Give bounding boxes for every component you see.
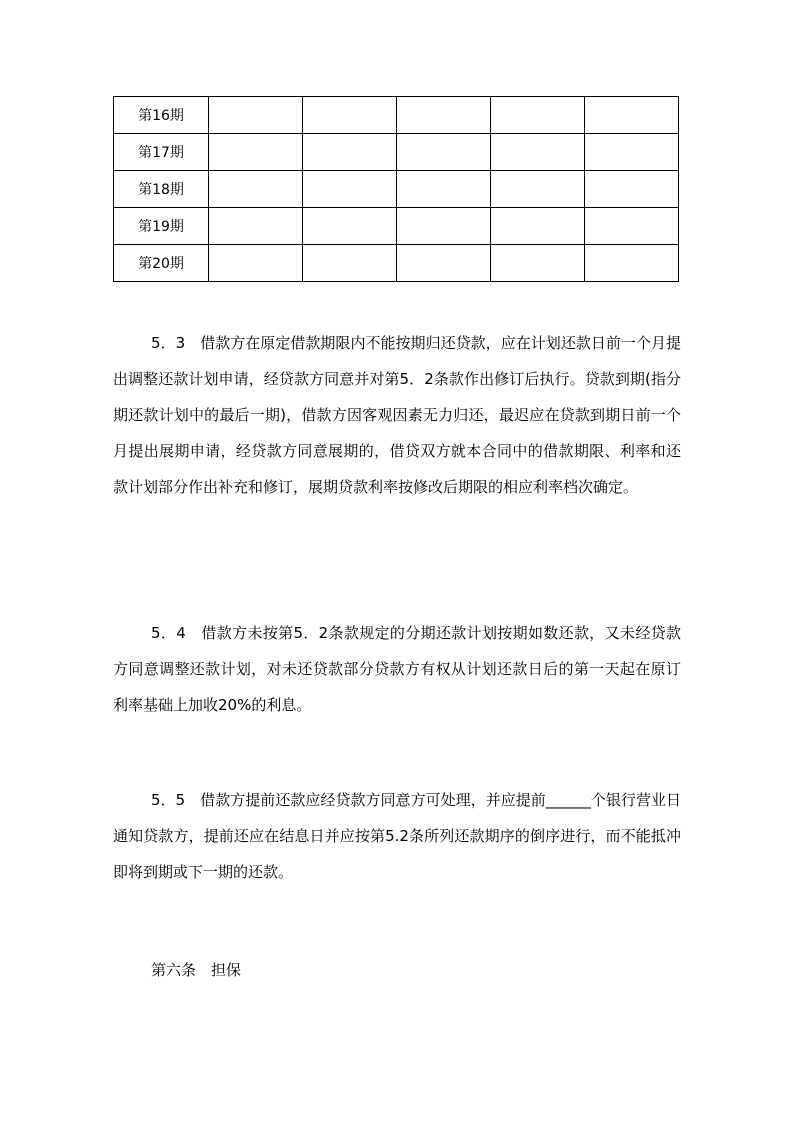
table-cell	[491, 171, 585, 208]
table-cell	[397, 171, 491, 208]
period-label: 第17期	[114, 134, 209, 171]
table-row	[114, 208, 679, 245]
table-row	[114, 134, 679, 171]
clause-5-3	[113, 325, 681, 505]
table-cell	[491, 134, 585, 171]
table-cell	[303, 97, 397, 134]
table-cell	[585, 97, 679, 134]
table-cell	[303, 134, 397, 171]
table-cell	[209, 134, 303, 171]
clause-5-4	[113, 615, 681, 723]
table-cell	[209, 171, 303, 208]
period-label: 第16期	[114, 97, 209, 134]
table-cell	[303, 208, 397, 245]
repayment-schedule-table	[113, 96, 679, 282]
table-cell	[209, 208, 303, 245]
table-row	[114, 171, 679, 208]
clause-5-5-text: 5．5 借款方提前还款应经贷款方同意方可处理，并应提前______个银行营业日通知贷款方，提前还应在结息日并应按第5.2条所列还款期序的倒序进行，而不能抵冲即将到期或下一期的还款。	[113, 791, 681, 881]
table-cell	[491, 245, 585, 282]
table-cell	[585, 171, 679, 208]
table-cell	[303, 171, 397, 208]
clause-5-3-text: 5．3 借款方在原定借款期限内不能按期归还贷款，应在计划还款日前一个月提出调整还款计划申请，经贷款方同意并对第5．2条款作出修订后执行。贷款到期(指分期还款计划中的最后一期)，借款方因客观因素无力归还，最迟应在贷款到期日前一个月提出展期申请，经贷款方同意展期的，借贷双方就本合同中的借款期限、利率和还款计划部分作出补充和修订，展期贷款利率按修改后期限的相应利率档次确定。	[113, 334, 681, 496]
table-cell	[397, 134, 491, 171]
table-cell	[209, 97, 303, 134]
table-cell	[397, 245, 491, 282]
table-row	[114, 97, 679, 134]
period-label: 第19期	[114, 208, 209, 245]
period-label: 第18期	[114, 171, 209, 208]
table-cell	[585, 245, 679, 282]
table-cell	[303, 245, 397, 282]
article-6-heading: 第六条 担保	[151, 961, 242, 979]
table-row	[114, 245, 679, 282]
table-cell	[397, 97, 491, 134]
clause-5-5	[113, 782, 681, 890]
table-cell	[491, 97, 585, 134]
table-cell	[209, 245, 303, 282]
table-cell	[585, 208, 679, 245]
table-cell	[585, 134, 679, 171]
period-label: 第20期	[114, 245, 209, 282]
table-cell	[397, 208, 491, 245]
clause-5-4-text: 5．4 借款方未按第5．2条款规定的分期还款计划按期如数还款，又未经贷款方同意调整还款计划，对未还贷款部分贷款方有权从计划还款日后的第一天起在原订利率基础上加收20%的利息。	[113, 624, 681, 714]
table-cell	[491, 208, 585, 245]
